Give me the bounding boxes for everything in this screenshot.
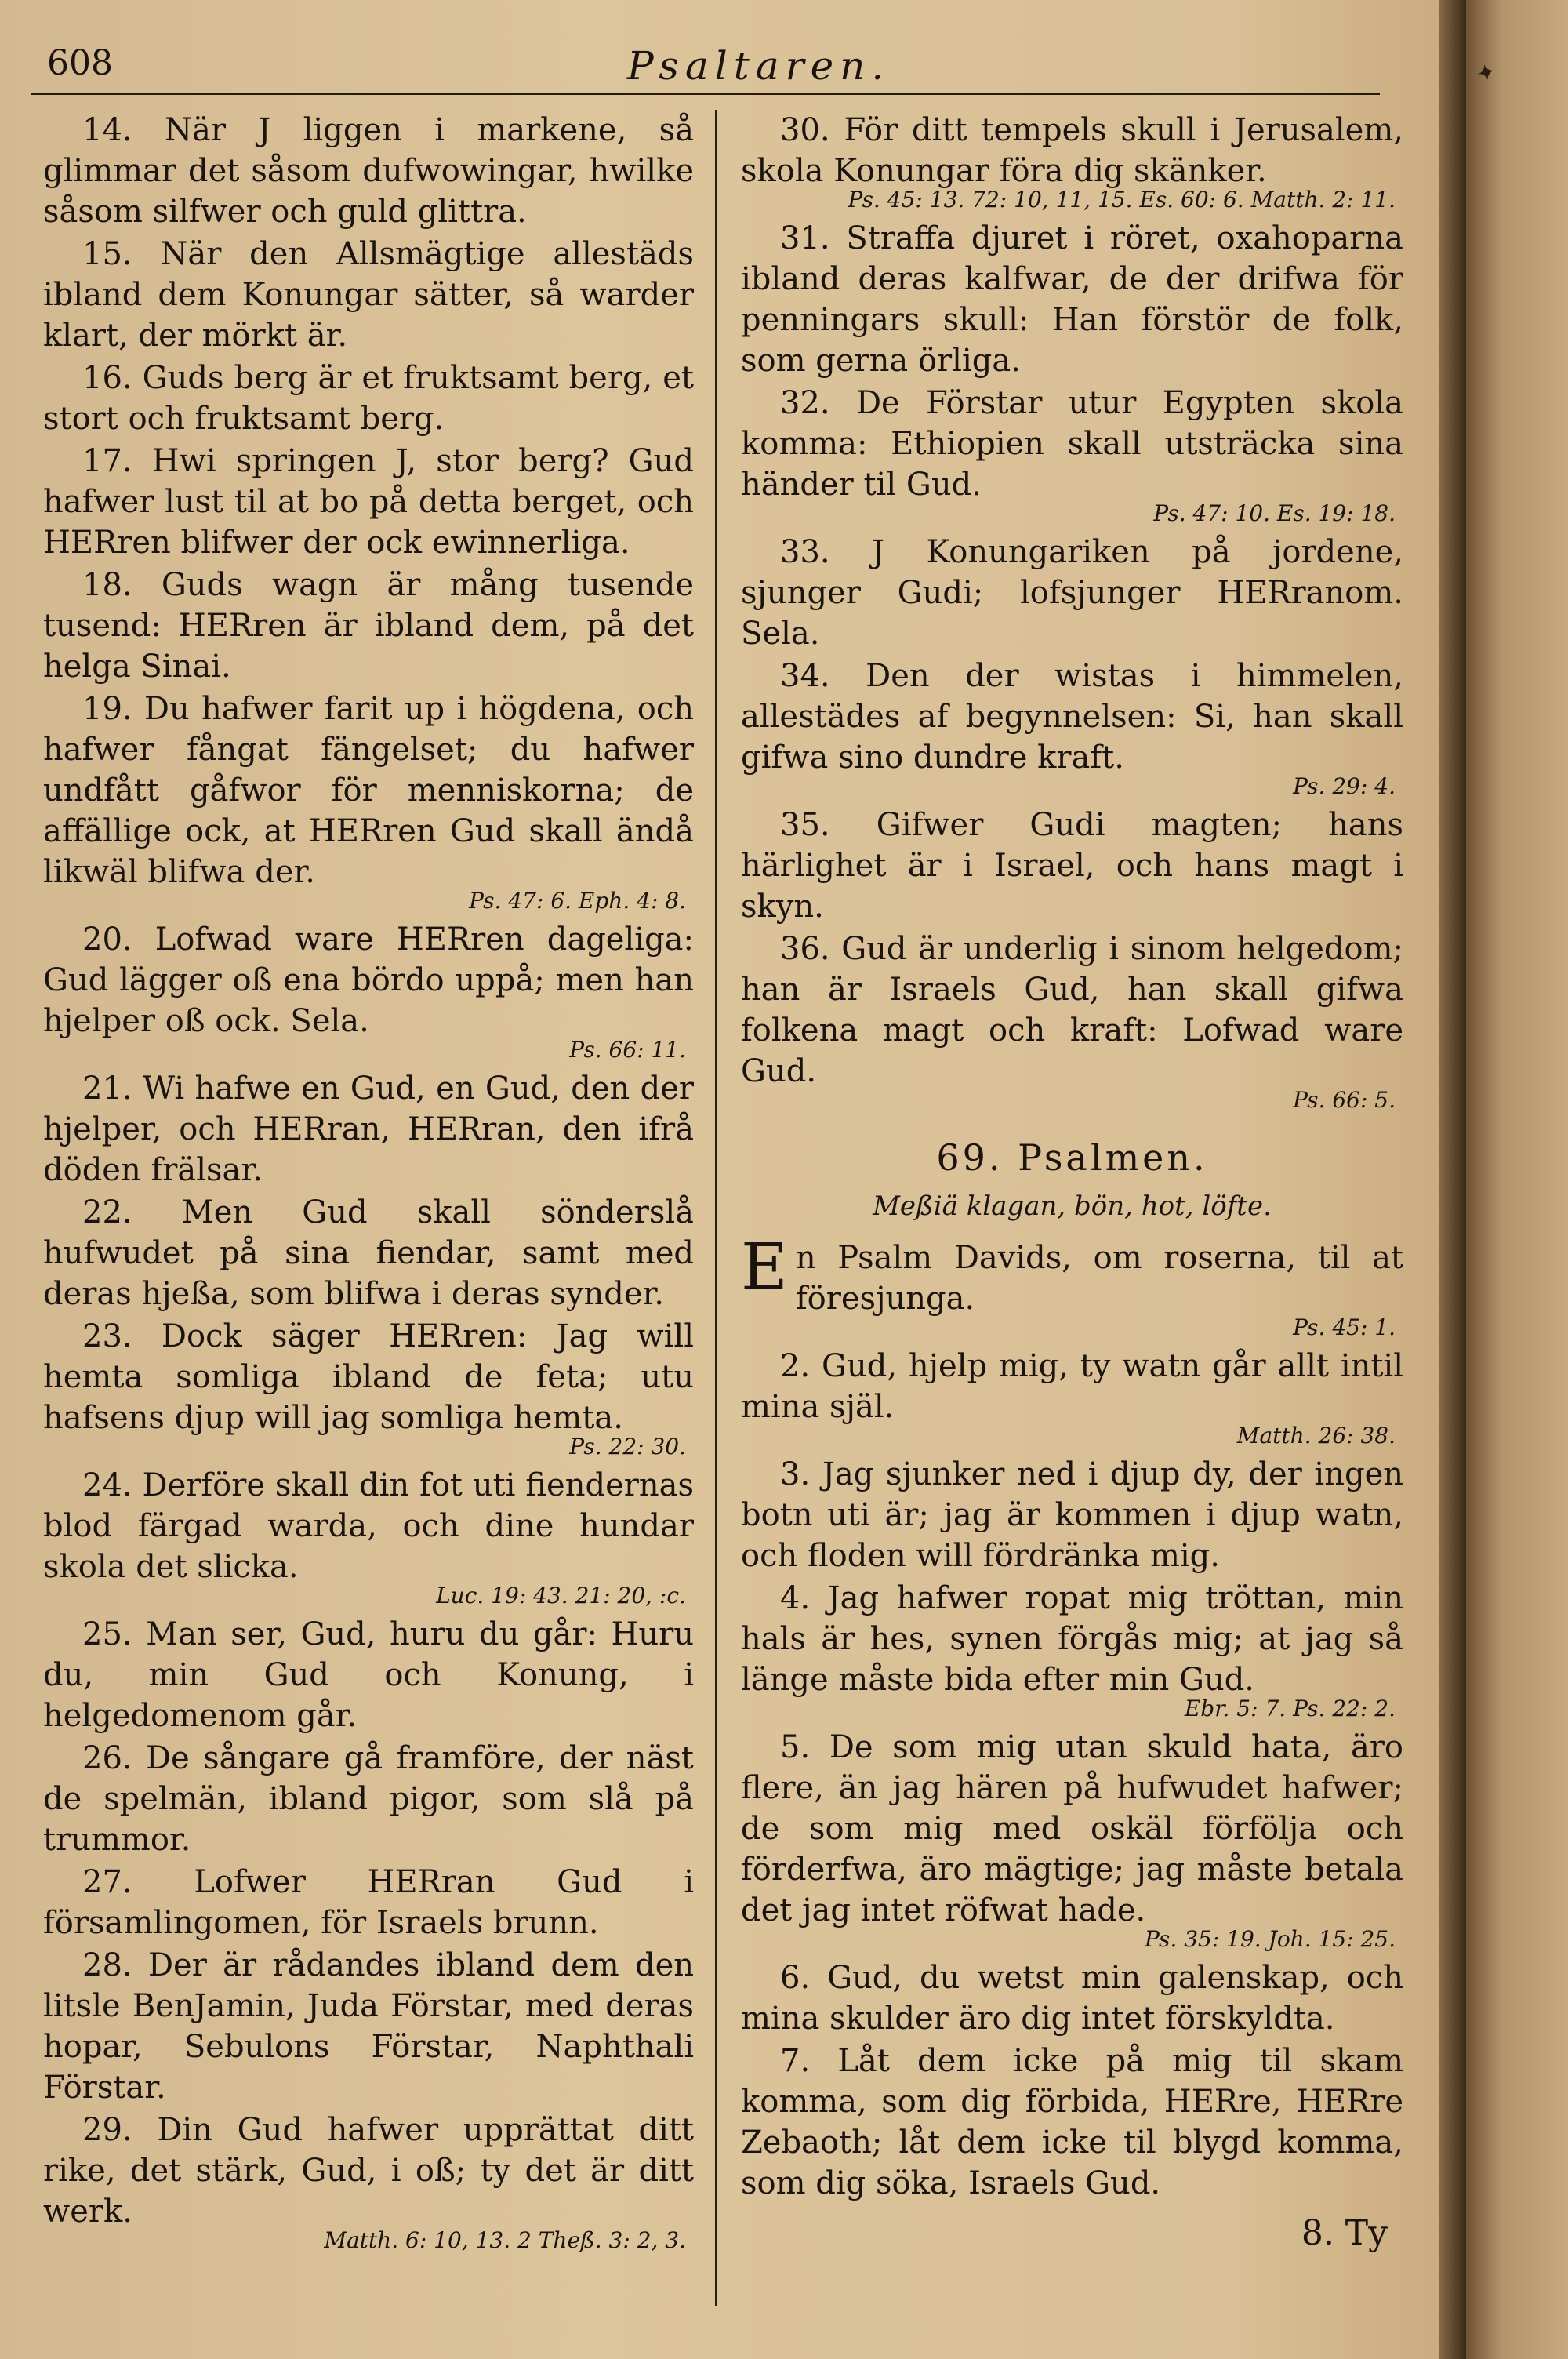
- verse-number: 32.: [780, 385, 830, 421]
- verse-text: Gud, du wetst min galenskap, och mina skulder äro dig intet förskyldta.: [741, 1960, 1404, 2037]
- page-header: [47, 43, 1427, 98]
- psalm-subtitle: Meßiä klagan, bön, hot, löfte.: [873, 1190, 1272, 1222]
- verse-text: Derföre skall din fot uti fiendernas blod färgad warda, och dine hundar skola det slicka.: [43, 1467, 694, 1585]
- left-column: [43, 110, 694, 2259]
- header-rule: [31, 93, 1380, 95]
- verse-number: 14.: [82, 112, 132, 148]
- psalm-verses: [741, 1346, 1403, 2204]
- cross-reference: Ps. 29: 4.: [1293, 773, 1396, 799]
- verse-text: Der är rådandes ibland dem den litsle BenJamin, Juda Förstar, med deras hopar, Sebulons Förstar, Naphthali Förstar.: [43, 1947, 695, 2106]
- verse-text: Man ser, Gud, huru du går: Huru du, min Gud och Konung, i helgedomenom går.: [43, 1616, 694, 1734]
- verse-number: 22.: [82, 1194, 132, 1230]
- verse: [43, 358, 694, 439]
- verse-number: 7.: [780, 2043, 811, 2079]
- verse-text: Wi hafwe en Gud, en Gud, den der hjelper, och HERran, HERran, den ifrå döden frälsar.: [43, 1070, 694, 1188]
- verse: [741, 1346, 1403, 1427]
- right-column: [741, 110, 1403, 2252]
- verse: [741, 805, 1403, 927]
- verse: [741, 1578, 1403, 1700]
- cross-reference: Ebr. 5: 7. Ps. 22: 2.: [1184, 1696, 1396, 1721]
- facing-page-edge: ✦: [1466, 0, 1568, 2359]
- psalm-intro: [741, 1230, 1403, 1319]
- verse-text: Straffa djuret i röret, oxahoparna ibland deras kalfwar, de der drifwa för penningars skull: Han förstör de folk, som gerna örliga.: [741, 220, 1403, 379]
- verse: [741, 1454, 1403, 1576]
- verse: [43, 2110, 694, 2232]
- page-number: 608: [47, 43, 113, 83]
- verse-number: 31.: [780, 220, 830, 256]
- cross-reference: Matth. 6: 10, 13. 2 Theß. 3: 2, 3.: [324, 2227, 686, 2253]
- verse-text: Lofwad ware HERren dageliga: Gud lägger oß ena bördo uppå; men han hjelper oß ock. Sela.: [43, 921, 694, 1039]
- verse-text: Men Gud skall sönderslå hufwudet på sina fiendar, samt med deras hjeßa, som blifwa i deras synder.: [43, 1194, 694, 1312]
- verse-text: De sångare gå framföre, der näst de spelmän, ibland pigor, som slå på trummor.: [43, 1740, 695, 1858]
- running-title: Psaltaren.: [627, 43, 891, 89]
- verse-number: 36.: [780, 931, 830, 967]
- verse-text: Din Gud hafwer upprättat ditt rike, det stärk, Gud, i oß; ty det är ditt werk.: [43, 2112, 694, 2230]
- verse: [43, 1614, 694, 1736]
- cross-reference: Ps. 35: 19. Joh. 15: 25.: [1144, 1926, 1396, 1952]
- catchword: 8. Ty: [1301, 2213, 1388, 2253]
- verse-text: Du hafwer farit up i högdena, och hafwer fångat fängelset; du hafwer undfått gåfwor för menniskorna; de affällige ock, at HERren Gud skall ändå likwäl blifwa der.: [43, 691, 695, 890]
- verse: [741, 383, 1403, 505]
- verse-text: Jag sjunker ned i djup dy, der ingen botn uti är; jag är kommen i djup watn, och floden will fördränka mig.: [741, 1456, 1404, 1574]
- verse-text: De som mig utan skuld hata, äro flere, än jag hären på hufwudet hafwer; de som mig med oskäl förfölja och förderfwa, äro mägtige; jag måste betala det jag intet röfwat hade.: [741, 1729, 1403, 1928]
- verse-text: Gifwer Gudi magten; hans härlighet är i Israel, och hans magt i skyn.: [741, 807, 1403, 925]
- cross-reference: Ps. 66: 5.: [1293, 1087, 1396, 1113]
- right-column-verses: [741, 110, 1403, 1114]
- verse: [741, 110, 1403, 191]
- verse-number: 33.: [780, 534, 830, 570]
- verse-text: Hwi springen J, stor berg? Gud hafwer lust til at bo på detta berget, och HERren blifwer der ock ewinnerliga.: [43, 443, 694, 561]
- psalm-title: 69. Psalmen.: [936, 1136, 1208, 1179]
- verse-text: Guds berg är et fruktsamt berg, et stort och fruktsamt berg.: [43, 360, 694, 437]
- verse-number: 4.: [780, 1580, 811, 1616]
- verse: [43, 110, 694, 232]
- column-divider: [715, 110, 717, 2306]
- verse-number: 23.: [82, 1318, 132, 1354]
- verse: [741, 1727, 1403, 1931]
- verse-number: 24.: [82, 1467, 132, 1503]
- verse: [43, 1192, 694, 1314]
- verse-number: 6.: [780, 1960, 811, 1996]
- verse-number: 26.: [82, 1740, 132, 1776]
- verse-text: Gud är underlig i sinom helgedom; han är Israels Gud, han skall gifwa folkena magt och kraft: Lofwad ware Gud.: [741, 931, 1404, 1089]
- cross-reference: Ps. 47: 10. Es. 19: 18.: [1153, 500, 1396, 526]
- verse-text: Den der wistas i himmelen, allestädes af begynnelsen: Si, han skall gifwa sino dundre kraft.: [741, 658, 1403, 776]
- verse: [43, 441, 694, 563]
- verse-number: 27.: [82, 1864, 132, 1900]
- verse: [741, 532, 1403, 654]
- verse-text: När J liggen i markene, så glimmar det såsom dufwowingar, hwilke såsom silfwer och guld glittra.: [43, 112, 695, 230]
- verse-text: Lofwer HERran Gud i församlingomen, för Israels brunn.: [43, 1864, 694, 1941]
- verse: [43, 1945, 694, 2108]
- verse-number: 18.: [82, 567, 132, 603]
- verse: [43, 565, 694, 687]
- verse-number: 21.: [82, 1070, 132, 1107]
- psalm-intro-reference: Ps. 45: 1.: [1293, 1314, 1396, 1340]
- cross-reference: Ps. 45: 13. 72: 10, 11, 15. Es. 60: 6. Matth. 2: 11.: [848, 187, 1396, 213]
- verse-text: De Förstar utur Egypten skola komma: Ethiopien skall utsträcka sina händer til Gud.: [741, 385, 1403, 503]
- verse-text: För ditt tempels skull i Jerusalem, skola Konungar föra dig skänker.: [741, 112, 1403, 189]
- verse-number: 25.: [82, 1616, 132, 1652]
- verse-number: 29.: [82, 2112, 132, 2148]
- verse: [741, 218, 1403, 381]
- verse: [43, 689, 694, 892]
- verse-number: 20.: [82, 921, 132, 958]
- verse: [741, 1957, 1403, 2039]
- cross-reference: Ps. 66: 11.: [569, 1037, 686, 1063]
- psalm-intro-text: n Psalm Davids, om roserna, til at föresjunga.: [795, 1240, 1403, 1317]
- book-gutter: [1439, 0, 1466, 2359]
- verse-text: Jag hafwer ropat mig tröttan, min hals är hes, synen förgås mig; at jag så länge måste bida efter min Gud.: [741, 1580, 1403, 1698]
- verse: [43, 1738, 694, 1860]
- cross-reference: Ps. 22: 30.: [569, 1434, 686, 1459]
- verse-text: Gud, hjelp mig, ty watn går allt intil mina själ.: [741, 1348, 1403, 1425]
- verse-number: 17.: [82, 443, 132, 479]
- verse: [43, 1316, 694, 1438]
- verse: [741, 929, 1403, 1092]
- verse: [43, 1068, 694, 1190]
- verse: [43, 919, 694, 1041]
- verse-number: 16.: [82, 360, 132, 396]
- verse-number: 30.: [780, 112, 830, 148]
- verse-number: 15.: [82, 236, 132, 272]
- verse-number: 3.: [780, 1456, 811, 1492]
- drop-capital: E: [741, 1230, 788, 1305]
- cross-reference: Luc. 19: 43. 21: 20, :c.: [436, 1583, 686, 1608]
- verse-number: 28.: [82, 1947, 132, 1983]
- verse-text: Dock säger HERren: Jag will hemta somliga ibland de feta; utu hafsens djup will jag somliga hemta.: [43, 1318, 694, 1436]
- verse-number: 5.: [780, 1729, 811, 1765]
- verse-number: 34.: [780, 658, 830, 694]
- verse-number: 19.: [82, 691, 132, 727]
- verse-number: 2.: [780, 1348, 811, 1384]
- verse-text: J Konungariken på jordene, sjunger Gudi; lofsjunger HERranom. Sela.: [741, 534, 1403, 652]
- verse-text: Låt dem icke på mig til skam komma, som dig förbida, HERre, HERre Zebaoth; låt dem icke til blygd komma, som dig söka, Israels Gud.: [741, 2043, 1403, 2201]
- cross-reference: Ps. 47: 6. Eph. 4: 8.: [469, 888, 686, 914]
- verse-text: När den Allsmägtige allestäds ibland dem Konungar sätter, så warder klart, der mörkt är.: [43, 236, 694, 354]
- verse: [43, 234, 694, 356]
- cross-reference: Matth. 26: 38.: [1236, 1423, 1396, 1448]
- verse-number: 35.: [780, 807, 830, 843]
- verse: [43, 1862, 694, 1943]
- verse: [741, 656, 1403, 778]
- verse: [741, 2041, 1403, 2204]
- verse-text: Guds wagn är mång tusende tusend: HERren är ibland dem, på det helga Sinai.: [43, 567, 694, 685]
- verse: [43, 1465, 694, 1587]
